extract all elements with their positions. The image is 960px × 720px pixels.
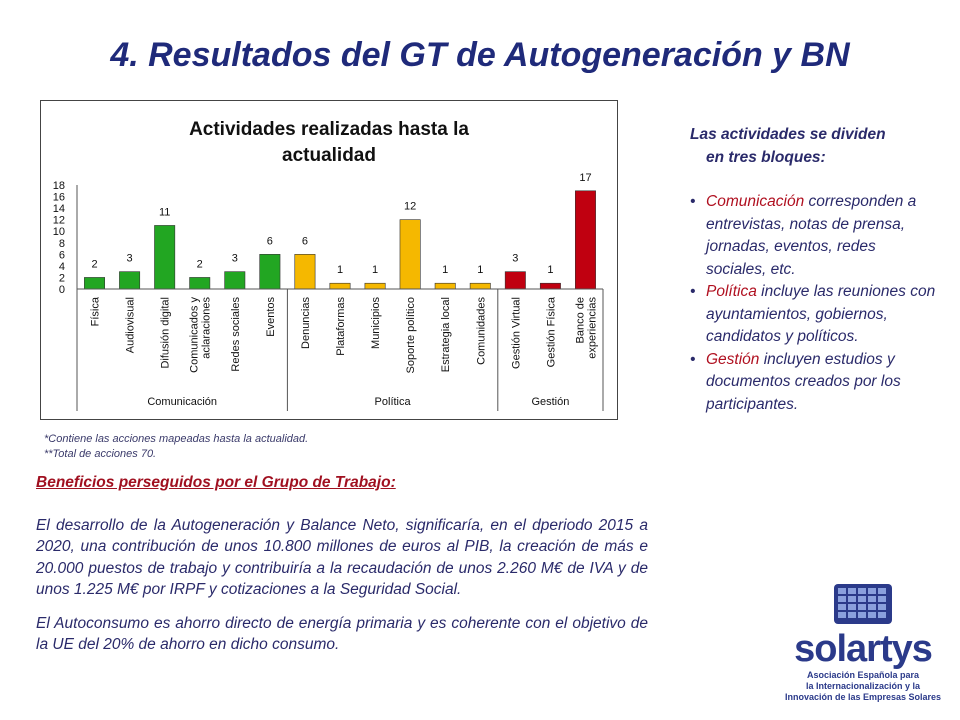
x-tick-label-group xyxy=(300,297,312,349)
x-tick-label-group xyxy=(230,297,242,372)
block-text: incluye las reuniones con ayuntamientos, gobiernos, candidatos y políticos. xyxy=(706,283,936,345)
x-tick-label-group xyxy=(545,296,557,367)
bar xyxy=(190,277,210,289)
x-tick-label: Banco de xyxy=(574,297,587,344)
x-tick-label-group xyxy=(125,297,137,353)
bar xyxy=(119,272,139,289)
bar xyxy=(260,254,280,289)
bar-value-label: 1 xyxy=(547,264,554,277)
y-tick-label: 6 xyxy=(58,249,65,262)
solartys-logo xyxy=(778,580,948,705)
bar-value-label: 1 xyxy=(477,264,484,277)
block-text: corresponden a entrevistas, notas de prensa, jornadas, eventos, redes sociales, etc. xyxy=(706,193,917,278)
y-tick-label: 0 xyxy=(58,284,65,296)
x-tick-label: Gestión Física xyxy=(545,297,558,368)
benefits-heading: Beneficios perseguidos por el Grupo de Trabajo: xyxy=(36,474,396,491)
bar xyxy=(225,272,245,289)
chart-canvas xyxy=(41,101,617,419)
chart-notes xyxy=(44,432,308,462)
bar-value-label: 1 xyxy=(372,264,379,277)
x-tick-label: Gestión Virtual xyxy=(510,297,523,369)
bar xyxy=(400,220,420,289)
block-item-gestion xyxy=(690,349,940,417)
bar xyxy=(295,254,315,289)
x-axis xyxy=(77,289,603,411)
block-keyword: Gestión xyxy=(706,350,760,368)
blocks-description xyxy=(690,124,940,416)
bullet-icon: • xyxy=(690,350,696,368)
bar-value-label: 3 xyxy=(126,252,133,265)
bar xyxy=(84,277,104,289)
x-tick-label: Difusión digital xyxy=(159,297,172,369)
bar-value-label: 3 xyxy=(231,252,238,265)
y-axis xyxy=(53,180,77,296)
y-tick-label: 12 xyxy=(52,214,65,227)
block-item-comunicacion xyxy=(690,191,940,281)
bar-value-label: 11 xyxy=(158,206,171,219)
bar-value-label: 12 xyxy=(404,200,417,213)
solar-panel-icon xyxy=(824,580,902,626)
bar xyxy=(435,283,455,289)
bar-value-label: 3 xyxy=(512,252,519,265)
bar xyxy=(154,225,174,289)
y-tick-label: 16 xyxy=(52,191,65,204)
activities-chart xyxy=(40,100,618,420)
y-tick-label: 10 xyxy=(52,226,65,239)
y-tick-label: 4 xyxy=(58,260,65,273)
blocks-intro-line-2: en tres bloques: xyxy=(706,148,826,166)
bullet-icon: • xyxy=(690,283,696,300)
blocks-intro xyxy=(690,124,940,169)
x-tick-label: Soporte político xyxy=(405,297,418,374)
x-tick-label-group xyxy=(335,297,347,356)
logo-subtitle-line-3: Innovación de las Empresas Solares xyxy=(784,692,942,702)
bar xyxy=(505,272,525,289)
logo-subtitle-line-2: la Internacionalización y la xyxy=(805,681,921,691)
bar-value-label: 6 xyxy=(266,235,273,248)
x-tick-label: Redes sociales xyxy=(229,297,242,372)
bar-value-label: 6 xyxy=(301,235,308,248)
bar-value-label: 2 xyxy=(91,258,98,271)
chart-title-line1: Actividades realizadas hasta la xyxy=(189,119,469,140)
bars xyxy=(84,172,595,289)
x-tick-label-group xyxy=(574,297,598,359)
x-tick-label-group xyxy=(475,297,487,365)
bar-value-label: 17 xyxy=(579,171,592,184)
x-tick-label: Audiovisual xyxy=(124,297,137,354)
x-tick-label-group xyxy=(160,297,172,369)
x-tick-label: Física xyxy=(89,297,102,327)
note-1: *Contiene las acciones mapeadas hasta la actualidad. xyxy=(44,433,309,445)
x-tick-label-group xyxy=(189,297,213,373)
chart-title-line2: actualidad xyxy=(282,145,376,166)
benefits-paragraph-1: El desarrollo de la Autogeneración y Balance Neto, significaría, en el dperiodo 2015 a 2020, una contribución de unos 10.800 millones de euros al PIB, la creación de más e 20.000 puestos de trabajo y contribuiría a la recaudación de unos 2.260 M€ de IVA y de unos 1.225 M€ por IRPF y cotizaciones a la Seguridad Social. xyxy=(36,516,648,598)
x-tick-label: Municipios xyxy=(370,297,383,349)
x-tick-label-group xyxy=(370,297,382,349)
blocks-list xyxy=(690,191,940,416)
bar xyxy=(575,191,595,289)
x-tick-label: Plataformas xyxy=(335,297,347,356)
y-tick-label: 2 xyxy=(58,272,65,285)
group-label: Gestión xyxy=(531,396,570,408)
group-label: Comunicación xyxy=(147,396,218,408)
x-tick-label-group xyxy=(90,296,102,326)
x-tick-label: Comunicados y xyxy=(188,297,201,373)
benefits-paragraph-2: El Autoconsumo es ahorro directo de energía primaria y es coherente con el objetivo de la UE del 20% de ahorro en dicho consumo. xyxy=(36,614,648,653)
benefits-section xyxy=(36,472,648,668)
bar xyxy=(365,283,385,289)
block-text: incluyen estudios y documentos creados por los participantes. xyxy=(706,350,901,413)
bar xyxy=(330,283,350,289)
logo-subtitle-line-1: Asociación Española para xyxy=(806,670,920,680)
x-tick-label: Estrategia local xyxy=(440,297,453,373)
slide-title: 4. Resultados del GT de Autogeneración y BN xyxy=(110,36,850,74)
block-item-politica xyxy=(690,281,940,349)
y-tick-label: 8 xyxy=(58,237,65,250)
x-tick-label-group xyxy=(440,297,452,372)
x-tick-label-group xyxy=(405,297,417,373)
x-tick-label-group xyxy=(510,297,522,369)
group-label: Política xyxy=(374,396,411,408)
x-tick-label: experiencias xyxy=(586,297,599,359)
block-keyword: Comunicación xyxy=(706,193,805,210)
bar xyxy=(470,283,490,289)
note-2: **Total de acciones 70. xyxy=(44,448,157,460)
block-keyword: Política xyxy=(706,283,757,300)
x-tick-label: aclaraciones xyxy=(200,297,213,359)
x-tick-label: Eventos xyxy=(264,297,277,337)
bullet-icon: • xyxy=(690,193,696,210)
bar-value-label: 1 xyxy=(336,264,344,277)
y-tick-label: 14 xyxy=(52,203,65,216)
blocks-intro-line-1: Las actividades se dividen xyxy=(690,126,886,143)
x-tick-label: Comunidades xyxy=(475,297,488,365)
logo-name: solartys xyxy=(794,628,932,670)
bar xyxy=(540,283,560,289)
x-tick-label-group xyxy=(265,297,277,337)
logo-subtitle xyxy=(778,670,948,703)
y-tick-label: 18 xyxy=(52,180,65,192)
x-tick-label: Denuncias xyxy=(299,297,312,349)
bar-value-label: 1 xyxy=(442,264,449,277)
bar-value-label: 2 xyxy=(196,258,203,271)
